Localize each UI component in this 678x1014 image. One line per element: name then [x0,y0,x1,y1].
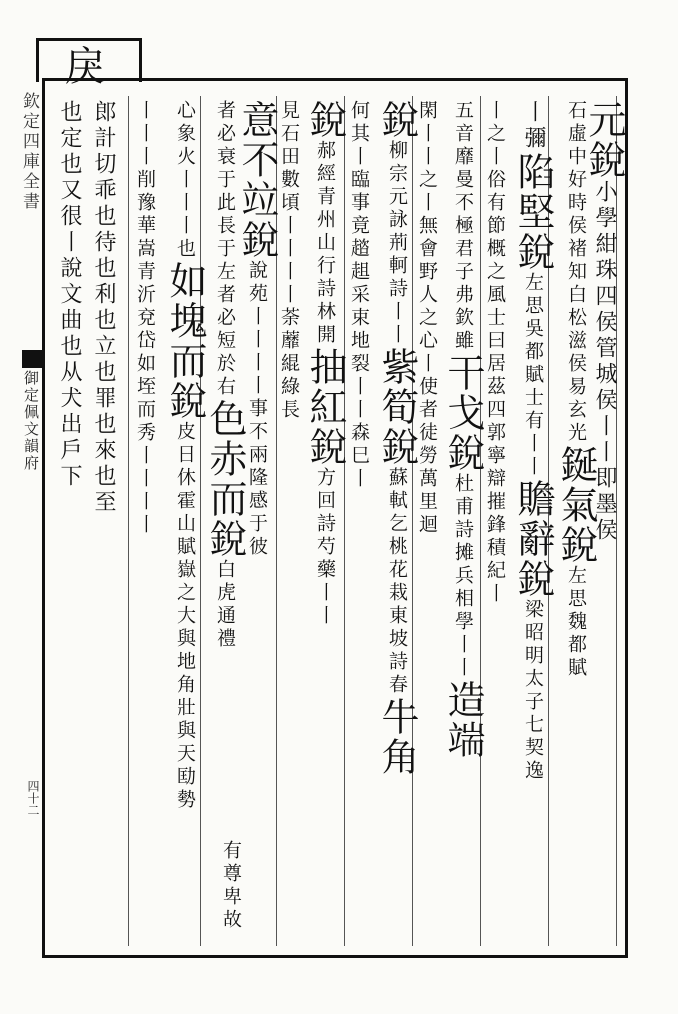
entry-text: 梁昭明太子七契逸 [522,599,544,783]
entry-text: 說苑丨丨丨丨事不兩隆感于彼 [246,260,268,559]
text-column [375,100,419,777]
entry-text: 柳宗元詠荊軻詩丨丨 [386,140,408,347]
text-column [416,100,438,537]
entry-heading: 干戈銳 [441,353,485,473]
entry-text: 摧鋒積紀丨 [484,491,506,606]
entry-heading: 抽紅銳 [303,347,347,467]
book-title: 御定佩文韻府 [22,370,40,472]
text-column [554,100,598,680]
entry-text: 也定也又很丨說文曲也从犬出戶下 [57,100,82,490]
entry-text: 丨彌 [521,100,546,152]
entry-heading: 意不竝銳 [235,100,279,260]
entry-text: 杜甫詩摊兵相學丨丨 [452,473,474,680]
entry-text: 小學紺珠四侯管城侯丨丨即墨侯 [592,180,617,544]
text-column [134,100,156,537]
entry-text: 丨之丨俗有節概之風 [484,100,506,307]
entry-text: 削豫華嵩青沂兗岱如垤而秀丨丨丨丨 [134,169,156,537]
column-rule [128,96,129,946]
entry-heading: 如塊而銳 [163,261,207,421]
entry-text: 丨使者徒勞萬里迴 [416,353,438,537]
entry-heading: 贍辭銳 [511,479,555,599]
text-column [278,100,300,422]
side-title: 欽定四庫全書 [19,92,39,212]
rhyme-head-character: 戾 [65,44,105,90]
entry-heading: 陷堅銳 [511,152,555,272]
entry-heading: 鋋氣銳 [554,445,598,565]
text-column [441,100,485,760]
entry-text: 郝經青州山行詩林開 [314,140,336,347]
entry-text: 丨荼蘼緄綠長 [278,284,300,422]
text-column [303,100,347,628]
entry-text: 五音靡曼不極君子弗欽雖 [452,100,474,353]
entry-text: 何其丨臨事竟趦趄 [348,100,370,284]
text-column [511,100,555,783]
fishtail-mark [22,350,44,368]
page-number: 四十二 [26,780,40,816]
entry-text: 左思魏都賦 [565,565,587,680]
entry-text: 心象火丨丨丨也 [174,100,196,261]
entry-heading: 造端 [441,680,485,760]
entry-heading: 牛角 [375,697,419,777]
entry-text: 者必衰于此長于左者必短於右 [214,100,236,399]
entry-heading: 銳 [303,100,347,140]
entry-text: 丨丨丨 [134,100,156,169]
entry-text: 左思吳都賦士有丨丨 [522,272,544,479]
entry-text: 蘇軾乞桃花栽東坡詩春 [386,467,408,697]
entry-text: 皮日休霍山賦嶽之大與地角壯與天劻勢 [174,421,196,812]
text-column [92,100,114,516]
entry-text: 有尊卑故 [220,840,242,932]
text-column [203,100,247,651]
entry-text: 見石田數頃丨丨丨 [278,100,300,284]
text-column [484,100,506,606]
entry-text: 白虎通禮 [214,559,236,651]
column-rule [344,96,345,946]
text-column [220,840,242,932]
entry-heading: 銳 [375,100,419,140]
text-column [58,100,80,490]
entry-text: 士曰居茲四郭寧辯 [484,307,506,491]
entry-text: 采束地裂丨丨森巳丨 [348,284,370,491]
entry-text: 閑丨丨之丨無會野人之心 [416,100,438,353]
entry-text: 方回詩芍藥丨丨 [314,467,336,628]
entry-text: 石虛中好時侯褚知白松滋侯易玄光 [565,100,587,445]
entry-heading: 元銳 [582,100,626,180]
text-column [163,100,207,812]
entry-text: 郎計切乖也待也利也立也罪也來也至 [91,100,116,516]
entry-heading: 色赤而銳 [203,399,247,559]
entry-heading: 紫筍銳 [375,347,419,467]
text-column [348,100,370,491]
